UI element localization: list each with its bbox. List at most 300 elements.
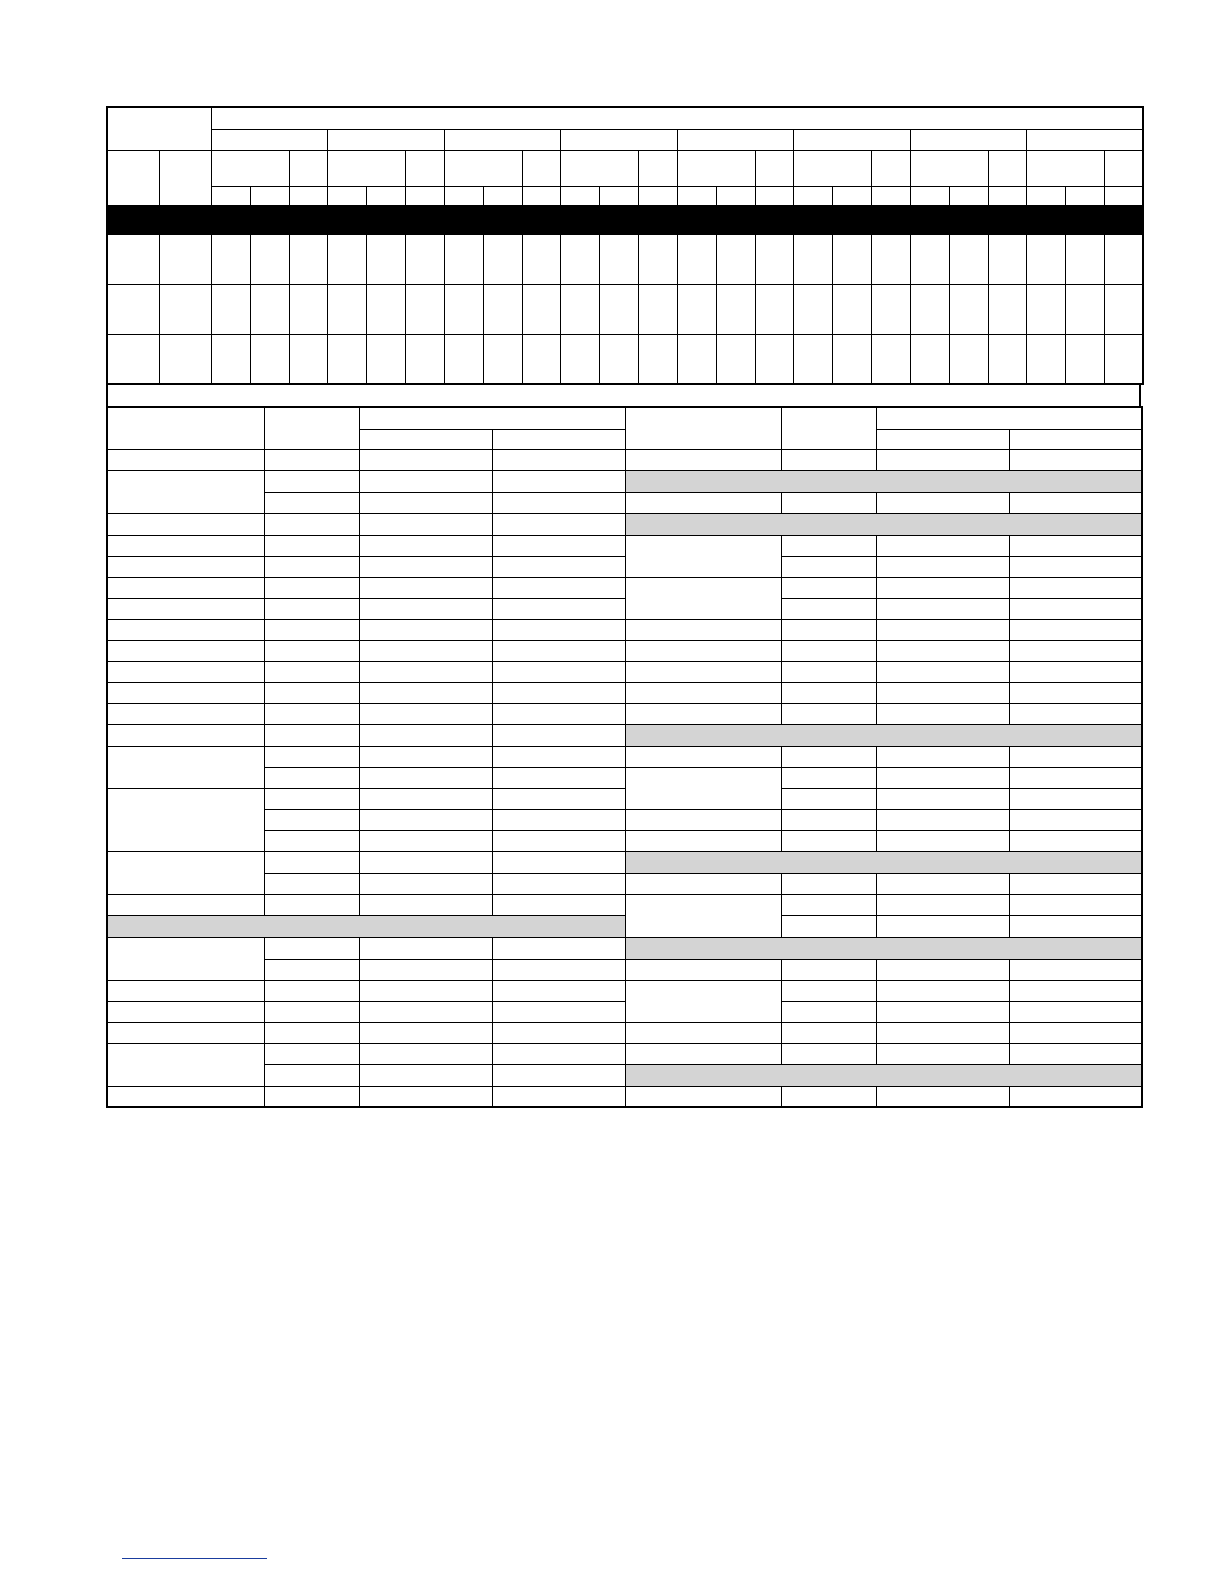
- lower-row: [107, 1022, 1142, 1043]
- data-row: [107, 284, 1143, 334]
- table-cell: [781, 959, 876, 980]
- table-cell: [159, 284, 211, 334]
- table-cell: [107, 234, 159, 284]
- table-cell: [910, 334, 949, 384]
- subgroup-cell: [872, 150, 911, 186]
- subgroup-cell: [561, 150, 639, 186]
- table-cell: [107, 937, 264, 980]
- table-cell: [876, 619, 1009, 640]
- table-cell: [876, 959, 1009, 980]
- table-cell: [492, 937, 625, 959]
- lower-row: [107, 535, 1142, 556]
- table-cell: [107, 724, 264, 746]
- lower-row: [107, 619, 1142, 640]
- table-cell: [781, 915, 876, 937]
- subheader-cell: [716, 186, 755, 205]
- group-header-cell: [794, 129, 911, 150]
- subheader-cell: [677, 186, 716, 205]
- black-band: [107, 205, 1143, 234]
- header-group-span-cell: [211, 107, 1143, 129]
- table-cell: [159, 234, 211, 284]
- subheader-cell: [250, 186, 289, 205]
- table-cell: [359, 894, 492, 915]
- subheader-cell: [1027, 186, 1066, 205]
- table-cell: [1009, 619, 1142, 640]
- subheader-cell: [367, 186, 406, 205]
- table-cell: [483, 234, 522, 284]
- separator-strip: [106, 383, 1141, 406]
- table-cell: [561, 334, 600, 384]
- table-cell: [625, 1086, 781, 1107]
- table-cell: [625, 959, 781, 980]
- subgroup-cell: [211, 150, 289, 186]
- table-cell: [107, 513, 264, 535]
- subgroup-cell: [639, 150, 678, 186]
- table-cell: [876, 788, 1009, 809]
- subgroup-cell: [328, 150, 406, 186]
- table-cell: [876, 915, 1009, 937]
- table-cell: [716, 334, 755, 384]
- table-cell: [876, 746, 1009, 767]
- subgroup-cell: [444, 150, 522, 186]
- table-cell: [625, 809, 781, 830]
- subheader-cell: [949, 186, 988, 205]
- table-cell: [359, 470, 492, 492]
- subgroup-cell: [988, 150, 1027, 186]
- table-cell: [1066, 334, 1105, 384]
- table-cell: [781, 577, 876, 598]
- table-cell: [1066, 284, 1105, 334]
- table-cell: [359, 980, 492, 1001]
- table-cell: [781, 746, 876, 767]
- table-cell: [625, 661, 781, 682]
- table-cell: [359, 598, 492, 619]
- table-cell: [781, 1001, 876, 1022]
- shaded-row-band: [107, 915, 625, 937]
- table-cell: [876, 640, 1009, 661]
- table-cell: [107, 556, 264, 577]
- table-cell: [492, 640, 625, 661]
- table-cell: [264, 513, 359, 535]
- table-cell: [359, 830, 492, 851]
- table-cell: [1009, 980, 1142, 1001]
- table-cell: [1009, 598, 1142, 619]
- subheader-cell: [483, 186, 522, 205]
- table-cell: [250, 284, 289, 334]
- table-cell: [492, 429, 625, 449]
- subgroup-cell: [289, 150, 328, 186]
- group-header-cell: [677, 129, 794, 150]
- table-cell: [492, 449, 625, 470]
- table-cell: [492, 492, 625, 513]
- shaded-row-band: [625, 937, 1142, 959]
- table-cell: [264, 1022, 359, 1043]
- table-cell: [264, 1043, 359, 1064]
- table-cell: [107, 980, 264, 1001]
- table-cell: [781, 767, 876, 788]
- table-cell: [781, 830, 876, 851]
- table-cell: [677, 334, 716, 384]
- table-cell: [328, 234, 367, 284]
- table-cell: [1009, 1086, 1142, 1107]
- table-cell: [677, 234, 716, 284]
- table-cell: [794, 284, 833, 334]
- table-cell: [492, 1043, 625, 1064]
- table-cell: [876, 598, 1009, 619]
- lower-row: [107, 1086, 1142, 1107]
- table-cell: [211, 234, 250, 284]
- table-cell: [367, 284, 406, 334]
- table-cell: [492, 873, 625, 894]
- table-cell: [755, 334, 794, 384]
- table-cell: [781, 980, 876, 1001]
- group-header-cell: [444, 129, 561, 150]
- lower-row: [107, 788, 1142, 809]
- table-cell: [625, 619, 781, 640]
- table-cell: [781, 1043, 876, 1064]
- table-cell: [328, 284, 367, 334]
- lower-row: [107, 1001, 1142, 1022]
- table-cell: [876, 894, 1009, 915]
- table-cell: [755, 284, 794, 334]
- table-cell: [359, 959, 492, 980]
- lower-row: [107, 724, 1142, 746]
- table-cell: [1066, 234, 1105, 284]
- subheader-cell: [833, 186, 872, 205]
- table-cell: [264, 682, 359, 703]
- table-cell: [876, 830, 1009, 851]
- table-cell: [492, 513, 625, 535]
- table-cell: [639, 284, 678, 334]
- table-cell: [107, 1001, 264, 1022]
- table-cell: [492, 619, 625, 640]
- lower-row: [107, 1043, 1142, 1064]
- table-cell: [359, 640, 492, 661]
- table-cell: [250, 334, 289, 384]
- table-cell: [600, 334, 639, 384]
- header-row-1: [107, 107, 1143, 129]
- table-cell: [359, 619, 492, 640]
- table-cell: [264, 535, 359, 556]
- lower-row: [107, 640, 1142, 661]
- table-cell: [359, 429, 492, 449]
- table-cell: [1009, 429, 1142, 449]
- table-cell: [264, 1001, 359, 1022]
- table-cell: [561, 284, 600, 334]
- shaded-row-band: [625, 513, 1142, 535]
- table-cell: [107, 619, 264, 640]
- subheader-cell: [1066, 186, 1105, 205]
- table-cell: [264, 937, 359, 959]
- table-cell: [1105, 334, 1143, 384]
- table-cell: [492, 1022, 625, 1043]
- table-cell: [159, 334, 211, 384]
- table-cell: [1027, 334, 1066, 384]
- table-cell: [264, 980, 359, 1001]
- table-cell: [522, 284, 561, 334]
- table-cell: [264, 788, 359, 809]
- table-cell: [910, 234, 949, 284]
- table-cell: [1027, 284, 1066, 334]
- table-cell: [107, 788, 264, 851]
- table-cell: [781, 682, 876, 703]
- table-cell: [264, 1064, 359, 1086]
- table-cell: [328, 334, 367, 384]
- table-cell: [483, 284, 522, 334]
- table-cell: [625, 1043, 781, 1064]
- group-header-cell: [561, 129, 678, 150]
- table-cell: [406, 334, 445, 384]
- table-cell: [492, 767, 625, 788]
- table-cell: [1009, 535, 1142, 556]
- table-cell: [264, 724, 359, 746]
- data-row: [107, 334, 1143, 384]
- subgroup-cell: [677, 150, 755, 186]
- table-cell: [625, 640, 781, 661]
- table-cell: [781, 1086, 876, 1107]
- table-cell: [625, 767, 781, 809]
- lower-header-row-1: [107, 407, 1142, 429]
- table-cell: [781, 640, 876, 661]
- table-cell: [1009, 1022, 1142, 1043]
- table-cell: [359, 724, 492, 746]
- table-cell: [716, 234, 755, 284]
- lower-row: [107, 703, 1142, 724]
- lower-grid-table: [106, 406, 1143, 1108]
- table-cell: [876, 980, 1009, 1001]
- table-cell: [492, 830, 625, 851]
- table-cell: [522, 234, 561, 284]
- table-cell: [289, 284, 328, 334]
- table-cell: [264, 873, 359, 894]
- lower-row: [107, 577, 1142, 598]
- table-cell: [444, 284, 483, 334]
- table-cell: [988, 334, 1027, 384]
- table-cell: [876, 809, 1009, 830]
- table-cell: [359, 513, 492, 535]
- table-cell: [1009, 915, 1142, 937]
- header-corner-cell: [107, 107, 211, 150]
- lower-header-cell: [876, 407, 1142, 429]
- table-cell: [781, 449, 876, 470]
- table-cell: [289, 234, 328, 284]
- table-cell: [833, 234, 872, 284]
- table-cell: [1009, 577, 1142, 598]
- table-cell: [264, 809, 359, 830]
- table-cell: [625, 894, 781, 937]
- table-cell: [359, 1086, 492, 1107]
- table-cell: [492, 746, 625, 767]
- table-cell: [492, 682, 625, 703]
- table-cell: [1009, 1043, 1142, 1064]
- lower-row: [107, 746, 1142, 767]
- table-cell: [876, 767, 1009, 788]
- group-header-cell: [328, 129, 445, 150]
- shaded-row-band: [625, 851, 1142, 873]
- table-cell: [359, 1001, 492, 1022]
- table-cell: [988, 284, 1027, 334]
- table-cell: [492, 577, 625, 598]
- table-cell: [781, 619, 876, 640]
- table-cell: [492, 1086, 625, 1107]
- table-cell: [492, 980, 625, 1001]
- table-cell: [107, 449, 264, 470]
- table-cell: [406, 234, 445, 284]
- header-row-2: [107, 129, 1143, 150]
- table-cell: [1009, 788, 1142, 809]
- table-cell: [781, 1022, 876, 1043]
- table-cell: [625, 682, 781, 703]
- table-cell: [949, 334, 988, 384]
- subheader-cell: [444, 186, 483, 205]
- table-cell: [781, 598, 876, 619]
- shaded-row-band: [625, 470, 1142, 492]
- table-cell: [483, 334, 522, 384]
- table-cell: [264, 851, 359, 873]
- subheader-cell: [988, 186, 1027, 205]
- table-cell: [872, 334, 911, 384]
- table-cell: [988, 234, 1027, 284]
- table-cell: [876, 703, 1009, 724]
- lower-row: [107, 915, 1142, 937]
- table-cell: [359, 873, 492, 894]
- table-cell: [781, 894, 876, 915]
- table-cell: [1009, 682, 1142, 703]
- lower-header-cell: [107, 407, 264, 449]
- table-cell: [359, 851, 492, 873]
- table-cell: [264, 577, 359, 598]
- table-cell: [444, 234, 483, 284]
- lower-header-cell: [625, 407, 781, 449]
- table-cell: [1009, 1001, 1142, 1022]
- table-cell: [876, 556, 1009, 577]
- table-cell: [600, 234, 639, 284]
- table-cell: [1009, 703, 1142, 724]
- table-cell: [561, 234, 600, 284]
- subgroup-cell: [794, 150, 872, 186]
- table-cell: [211, 334, 250, 384]
- table-cell: [492, 470, 625, 492]
- table-cell: [367, 234, 406, 284]
- table-cell: [1009, 746, 1142, 767]
- table-cell: [876, 682, 1009, 703]
- table-cell: [1009, 556, 1142, 577]
- table-cell: [625, 492, 781, 513]
- table-cell: [876, 577, 1009, 598]
- data-row: [107, 234, 1143, 284]
- lower-row: [107, 556, 1142, 577]
- table-cell: [522, 334, 561, 384]
- table-cell: [264, 598, 359, 619]
- table-cell: [781, 788, 876, 809]
- table-cell: [211, 284, 250, 334]
- table-cell: [107, 470, 264, 513]
- lower-row: [107, 470, 1142, 492]
- table-cell: [264, 894, 359, 915]
- table-cell: [264, 830, 359, 851]
- subgroup-cell: [522, 150, 561, 186]
- table-cell: [492, 556, 625, 577]
- table-cell: [876, 1022, 1009, 1043]
- table-cell: [492, 788, 625, 809]
- table-cell: [359, 492, 492, 513]
- lower-header-cell: [781, 407, 876, 449]
- table-cell: [781, 535, 876, 556]
- header-row-4: [107, 186, 1143, 205]
- table-cell: [949, 234, 988, 284]
- subgroup-cell: [406, 150, 445, 186]
- subheader-cell: [794, 186, 833, 205]
- table-cell: [1009, 894, 1142, 915]
- table-cell: [1009, 830, 1142, 851]
- subheader-cell: [639, 186, 678, 205]
- subheader-cell: [561, 186, 600, 205]
- table-cell: [289, 334, 328, 384]
- table-cell: [625, 1022, 781, 1043]
- table-cell: [794, 234, 833, 284]
- table-cell: [872, 234, 911, 284]
- table-cell: [359, 661, 492, 682]
- table-cell: [359, 556, 492, 577]
- table-cell: [492, 703, 625, 724]
- table-cell: [677, 284, 716, 334]
- shaded-row-band: [625, 1064, 1142, 1086]
- table-cell: [264, 556, 359, 577]
- table-cell: [1009, 640, 1142, 661]
- table-cell: [1105, 234, 1143, 284]
- table-cell: [876, 1043, 1009, 1064]
- table-cell: [107, 703, 264, 724]
- table-cell: [492, 959, 625, 980]
- table-cell: [910, 284, 949, 334]
- table-cell: [639, 334, 678, 384]
- table-cell: [107, 746, 264, 788]
- lower-row: [107, 980, 1142, 1001]
- table-cell: [876, 1001, 1009, 1022]
- table-cell: [359, 937, 492, 959]
- table-cell: [264, 470, 359, 492]
- subheader-cell: [289, 186, 328, 205]
- lower-header-cell: [264, 407, 359, 449]
- table-cell: [876, 449, 1009, 470]
- lower-row: [107, 449, 1142, 470]
- table-cell: [755, 234, 794, 284]
- table-cell: [107, 535, 264, 556]
- table-cell: [107, 894, 264, 915]
- subgroup-cell: [910, 150, 988, 186]
- shaded-row-band: [625, 724, 1142, 746]
- subgroup-cell: [1105, 150, 1143, 186]
- table-cell: [1009, 661, 1142, 682]
- table-cell: [1009, 959, 1142, 980]
- subgroup-cell: [1027, 150, 1105, 186]
- lower-row: [107, 513, 1142, 535]
- table-cell: [264, 746, 359, 767]
- table-cell: [264, 661, 359, 682]
- table-cell: [833, 334, 872, 384]
- subheader-cell: [872, 186, 911, 205]
- table-cell: [264, 492, 359, 513]
- black-divider-row: [107, 205, 1143, 234]
- table-cell: [107, 661, 264, 682]
- table-cell: [876, 873, 1009, 894]
- table-cell: [1009, 873, 1142, 894]
- table-cell: [264, 640, 359, 661]
- table-cell: [264, 1086, 359, 1107]
- table-cell: [781, 809, 876, 830]
- group-header-cell: [910, 129, 1027, 150]
- header-row-3: [107, 150, 1143, 186]
